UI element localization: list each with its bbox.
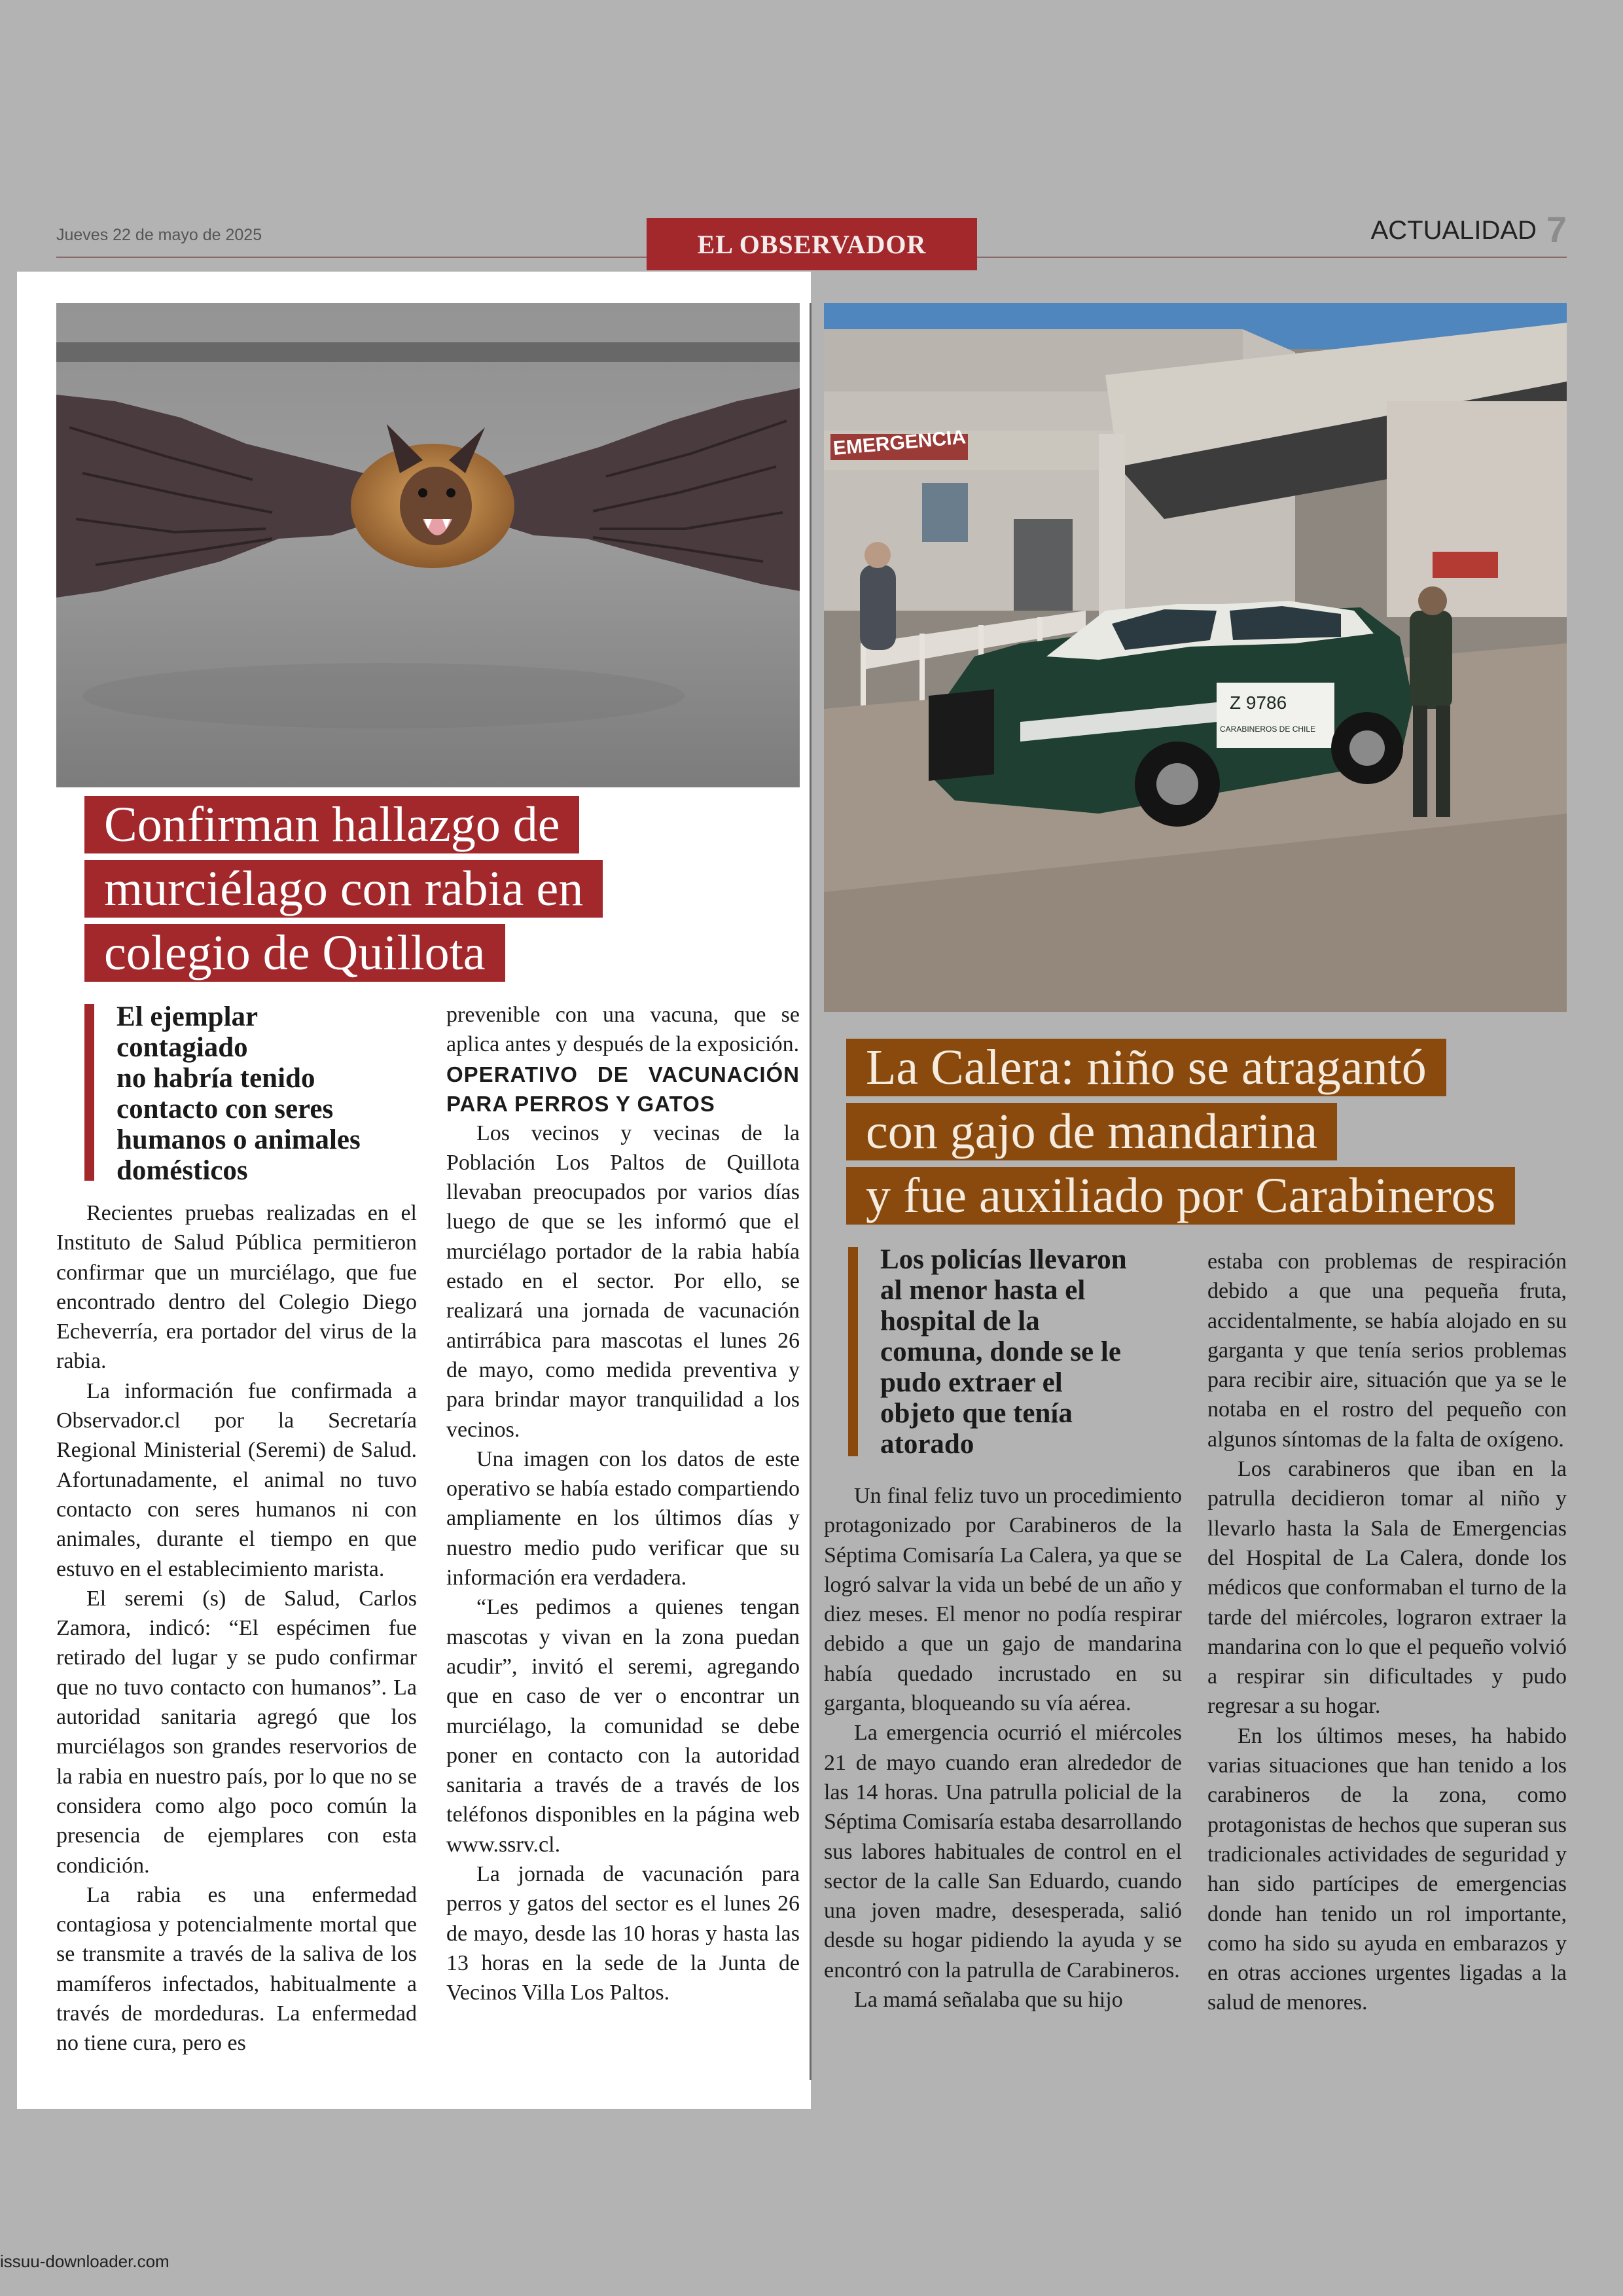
- headline-2-line-1: La Calera: niño se atragantó: [846, 1039, 1446, 1096]
- headline-1-line-1: Confirman hallazgo de: [84, 796, 579, 853]
- page-number: 7: [1546, 209, 1567, 250]
- paragraph: estaba con problemas de respiración debido a que una pequeña fruta, accidentalmente, se había alojado en su garganta y que tenía serios problemas para recibir aire, situación que ya se le notaba en el rostro del pequeño con algunos síntomas de la falta de oxígeno.: [1207, 1249, 1567, 1452]
- subhead-1: [116, 1001, 418, 1186]
- paragraph: Un final feliz tuvo un procedimiento protagonizado por Carabineros de la Séptima Comisaría La Calera, ya que se logró salvar la vida un bebé de un año y diez meses. El menor no podía respirar debido a que un gajo de mandarina había quedado incrustado en su garganta, bloqueando su vía aérea.: [824, 1484, 1182, 1716]
- paragraph: La rabia es una enfermedad contagiosa y potencialmente mortal que se transmite a través de la saliva de los mamíferos infectados, habitualmente a través de mordeduras. La enfermedad no tiene cura, pero es: [56, 1882, 417, 2056]
- subhead-1-line: humanos o animales: [116, 1124, 361, 1155]
- subhead-1-bar: [84, 1004, 94, 1181]
- bat-photo: [56, 303, 800, 787]
- subhead-1-line: contacto con seres: [116, 1094, 334, 1124]
- headline-2-line-3: y fue auxiliado por Carabineros: [846, 1167, 1515, 1225]
- section-title: ACTUALIDAD: [1370, 216, 1537, 245]
- paragraph: Los carabineros que iban en la patrulla decidieron tomar al niño y llevarlo hasta la Sala de Emergencias del Hospital de La Calera, donde los médicos que conformaban el turno de la tarde del miércoles, lograron extraer la mandarina con lo que el pequeño volvió a respirar sin dificultades y pudo regresar a su hogar.: [1207, 1457, 1567, 1719]
- subhead-1-line: El ejemplar: [116, 1001, 259, 1032]
- subhead-1-line: no habría tenido: [116, 1063, 315, 1094]
- emergency-sign: EMERGENCIA: [832, 426, 967, 459]
- paragraph: La jornada de vacunación para perros y gatos del sector es el lunes 26 de mayo, desde las 10 horas y hasta las 13 horas en la sede de la Junta de Vecinos Villa Los Paltos.: [446, 1862, 800, 2005]
- column-divider: [810, 303, 812, 2080]
- subhead-2: [880, 1244, 1188, 1460]
- car-label: CARABINEROS DE CHILE: [1220, 725, 1316, 734]
- subhead-2-line: atorado: [880, 1429, 974, 1460]
- paragraph: El seremi (s) de Salud, Carlos Zamora, indicó: “El espécimen fue retirado del lugar y se pudo confirmar que no tuvo contacto con humanos”. La autoridad sanitaria agregó que los murciélagos son grandes reservorios de la rabia en nuestro país, por lo que no se considera como algo poco común la presencia de ejemplares con esta condición.: [56, 1586, 417, 1878]
- watermark: issuu-downloader.com: [0, 2251, 169, 2271]
- section-heading: OPERATIVO DE VACUNACIÓN PARA PERROS Y GATOS: [446, 1062, 800, 1116]
- car-plate: Z 9786: [1230, 692, 1287, 713]
- headline-1-line-2: murciélago con rabia en: [84, 860, 603, 918]
- subhead-2-line: pudo extraer el: [880, 1367, 1063, 1398]
- masthead: EL OBSERVADOR: [647, 218, 977, 270]
- paragraph: “Les pedimos a quienes tengan mascotas y vivan en la zona puedan acudir”, invitó el seremi, agregando que en caso de ver o encontrar un murciélago, la comunidad se debe poner en contacto con la autoridad sanitaria a través de a través de los teléfonos disponibles en la página web www.ssrv.cl.: [446, 1595, 800, 1857]
- paragraph: prevenible con una vacuna, que se aplica antes y después de la exposición.: [446, 1003, 800, 1057]
- subhead-2-line: Los policías llevaron: [880, 1244, 1127, 1275]
- article-2-column-1: [824, 1481, 1182, 2015]
- article-1-column-1: [56, 1198, 417, 2058]
- headline-2-line-2: con gajo de mandarina: [846, 1103, 1337, 1160]
- police-car-photo: [824, 303, 1567, 1012]
- subhead-2-bar: [848, 1247, 858, 1456]
- subhead-1-line: contagiado: [116, 1032, 248, 1063]
- subhead-1-line: domésticos: [116, 1155, 248, 1186]
- subhead-2-line: comuna, donde se le: [880, 1336, 1121, 1367]
- paragraph: Una imagen con los datos de este operativo se había estado compartiendo ampliamente en los últimos días y nuestro medio pudo verificar que su información era verdadera.: [446, 1446, 800, 1590]
- paragraph: La emergencia ocurrió el miércoles 21 de mayo cuando eran alrededor de las 14 horas. Una patrulla policial de la Séptima Comisaría estaba desarrollando sus labores habituales de control en el sector de la calle San Eduardo, cuando una joven madre, desesperada, salió desde su hogar pidiendo la ayuda y se encontró con la patrulla de Carabineros.: [824, 1721, 1182, 1982]
- headline-1-line-3: colegio de Quillota: [84, 924, 505, 982]
- article-2-column-2: [1207, 1247, 1567, 2018]
- paragraph: La mamá señalaba que su hijo: [854, 1988, 1123, 2013]
- paragraph: En los últimos meses, ha habido varias situaciones que han tenido a los carabineros de la zona, como protagonistas de hechos que superan sus tradicionales actividades de seguridad y han sido partícipes de emergencias donde han tenido un rol importante, como ha sido su ayuda en embarazos y en otras acciones urgentes ligadas a la salud de menores.: [1207, 1723, 1567, 2015]
- subhead-2-line: al menor hasta el: [880, 1275, 1086, 1306]
- issue-date: Jueves 22 de mayo de 2025: [56, 226, 262, 244]
- paragraph: Los vecinos y vecinas de la Población Los Paltos de Quillota llevaban preocupados por varios días luego de que se les informó que el murciélago portador de la rabia había estado en el sector. Por ello, se realizará una jornada de vacunación antirrábica para mascotas el lunes 26 de mayo, como medida preventiva y para brindar mayor tranquilidad a los vecinos.: [446, 1121, 800, 1442]
- subhead-2-line: hospital de la: [880, 1306, 1040, 1336]
- subhead-2-line: objeto que tenía: [880, 1398, 1073, 1429]
- paragraph: Recientes pruebas realizadas en el Instituto de Salud Pública permitieron confirmar que un murciélago, que fue encontrado dentro del Colegio Diego Echeverría, era portador del virus de la rabia.: [56, 1201, 417, 1374]
- article-1-column-2: [446, 1000, 800, 2008]
- paragraph: La información fue confirmada a Observador.cl por la Secretaría Regional Ministerial (Seremi) de Salud. Afortunadamente, el animal no tuvo contacto con seres humanos ni con animales, durante el tiempo en que estuvo en el establecimiento marista.: [56, 1378, 417, 1581]
